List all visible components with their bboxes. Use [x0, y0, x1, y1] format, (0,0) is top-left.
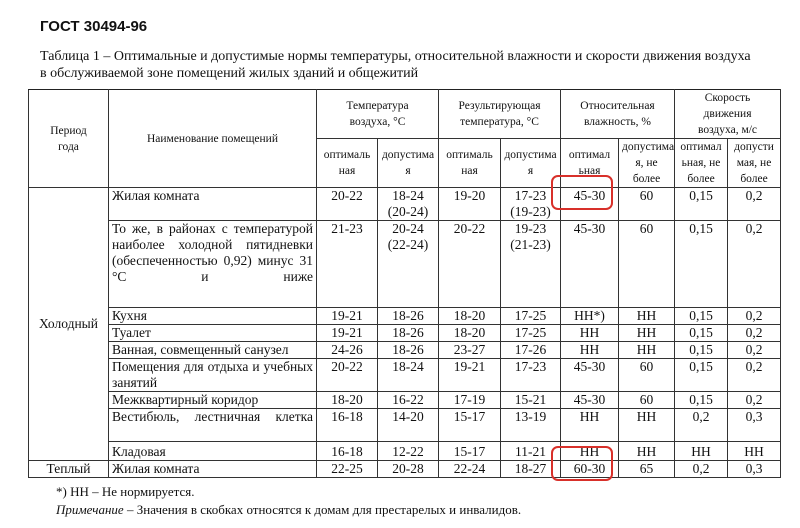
subheader-humidity-optimal: оптимал ьная	[561, 139, 619, 188]
cell-air-allowed: 18-26	[378, 325, 439, 342]
room-name: Вестибюль, лестничная клетка	[109, 409, 317, 442]
table-row	[29, 308, 781, 325]
cell-speed-optimal: 0,15	[675, 325, 728, 342]
header-period: Период года	[29, 90, 109, 188]
cell-air-optimal: 21-23	[317, 221, 378, 308]
cell-air-allowed: 12-22	[378, 442, 439, 461]
cell-air-allowed: 16-22	[378, 392, 439, 409]
cell-result-optimal: 22-24	[439, 461, 501, 478]
cell-humidity-optimal: 45-30	[561, 221, 619, 308]
cell-speed-optimal: 0,15	[675, 221, 728, 308]
table-row	[29, 342, 781, 359]
subheader-humidity-allowed: допустима я, не более	[619, 139, 675, 188]
cell-speed-allowed: 0,2	[728, 188, 781, 221]
note-text: – Значения в скобках относятся к домам для престарелых и инвалидов.	[123, 502, 522, 517]
cell-air-allowed: 18-26	[378, 342, 439, 359]
room-name: Помещения для отдыха и учебных занятий	[109, 359, 317, 392]
room-name: Жилая комната	[109, 188, 317, 221]
footnote: *) НН – Не нормируется.	[56, 484, 195, 499]
cell-speed-optimal: 0,15	[675, 188, 728, 221]
cell-speed-allowed: 0,3	[728, 409, 781, 442]
cell-air-optimal: 20-22	[317, 188, 378, 221]
cell-result-allowed: 11-21	[501, 442, 561, 461]
cell-speed-allowed: 0,3	[728, 461, 781, 478]
cell-result-optimal: 20-22	[439, 221, 501, 308]
cell-result-allowed: 18-27	[501, 461, 561, 478]
cell-air-optimal: 18-20	[317, 392, 378, 409]
cell-speed-optimal: НН	[675, 442, 728, 461]
cell-humidity-optimal: 45-30	[561, 188, 619, 221]
table-row	[29, 409, 781, 442]
cell-humidity-allowed: НН	[619, 409, 675, 442]
cell-result-allowed: 17-23	[501, 359, 561, 392]
room-name: Туалет	[109, 325, 317, 342]
header-humidity: Относительная влажность, %	[561, 90, 675, 139]
note	[56, 502, 521, 518]
highlight-humidity-cold	[551, 175, 613, 210]
cell-speed-allowed: 0,2	[728, 359, 781, 392]
table-row	[29, 221, 781, 308]
cell-air-optimal: 20-22	[317, 359, 378, 392]
cell-result-allowed: 17-23 (19-23)	[501, 188, 561, 221]
cell-air-allowed: 18-26	[378, 308, 439, 325]
cell-result-allowed: 15-21	[501, 392, 561, 409]
cell-humidity-optimal: 45-30	[561, 392, 619, 409]
room-name: Кладовая	[109, 442, 317, 461]
document-title: ГОСТ 30494-96	[40, 18, 148, 35]
note-label: Примечание	[56, 502, 124, 517]
table-row	[29, 325, 781, 342]
period-cold: Холодный	[29, 188, 109, 461]
cell-air-optimal: 19-21	[317, 308, 378, 325]
cell-humidity-optimal: 60-30	[561, 461, 619, 478]
table-row	[29, 442, 781, 461]
cell-result-optimal: 23-27	[439, 342, 501, 359]
header-air-speed: Скорость движения воздуха, м/с	[675, 90, 781, 139]
cell-result-allowed: 17-26	[501, 342, 561, 359]
cell-air-allowed: 20-28	[378, 461, 439, 478]
cell-humidity-allowed: 60	[619, 221, 675, 308]
cell-air-allowed: 18-24	[378, 359, 439, 392]
subheader-speed-optimal: оптимал ьная, не более	[675, 139, 728, 188]
table-row	[29, 359, 781, 392]
cell-humidity-allowed: НН	[619, 442, 675, 461]
cell-air-optimal: 24-26	[317, 342, 378, 359]
cell-result-optimal: 18-20	[439, 325, 501, 342]
subheader-result-optimal: оптималь ная	[439, 139, 501, 188]
cell-air-allowed: 14-20	[378, 409, 439, 442]
cell-humidity-optimal: 45-30	[561, 359, 619, 392]
cell-air-optimal: 16-18	[317, 409, 378, 442]
cell-result-optimal: 15-17	[439, 442, 501, 461]
cell-speed-allowed: НН	[728, 442, 781, 461]
table-row	[29, 461, 781, 478]
cell-speed-allowed: 0,2	[728, 308, 781, 325]
room-name: Ванная, совмещенный санузел	[109, 342, 317, 359]
cell-humidity-allowed: 60	[619, 392, 675, 409]
cell-result-optimal: 15-17	[439, 409, 501, 442]
room-name: Жилая комната	[109, 461, 317, 478]
cell-speed-allowed: 0,2	[728, 392, 781, 409]
cell-humidity-allowed: НН	[619, 325, 675, 342]
cell-result-allowed: 19-23 (21-23)	[501, 221, 561, 308]
cell-speed-optimal: 0,15	[675, 308, 728, 325]
highlight-humidity-warm	[551, 446, 613, 481]
cell-result-allowed: 17-25	[501, 325, 561, 342]
cell-speed-allowed: 0,2	[728, 342, 781, 359]
cell-speed-optimal: 0,2	[675, 461, 728, 478]
cell-result-allowed: 17-25	[501, 308, 561, 325]
caption-line-2: в обслуживаемой зоне помещений жилых зданий и общежитий	[40, 66, 419, 81]
cell-speed-optimal: 0,15	[675, 342, 728, 359]
cell-humidity-optimal: НН	[561, 409, 619, 442]
cell-humidity-allowed: 65	[619, 461, 675, 478]
cell-result-allowed: 13-19	[501, 409, 561, 442]
cell-result-optimal: 19-21	[439, 359, 501, 392]
cell-air-optimal: 22-25	[317, 461, 378, 478]
header-result-temp: Результирующая температура, °С	[439, 90, 561, 139]
cell-humidity-allowed: 60	[619, 359, 675, 392]
cell-speed-optimal: 0,2	[675, 409, 728, 442]
room-name: То же, в районах с температурой наиболее холодной пятидневки (обеспеченностью 0,92) минус 31 °С и ниже	[109, 221, 317, 308]
cell-result-optimal: 19-20	[439, 188, 501, 221]
cell-humidity-optimal: НН	[561, 325, 619, 342]
caption-line-1: Таблица 1 – Оптимальные и допустимые нормы температуры, относительной влажности и скорости движения воздуха	[40, 49, 751, 64]
cell-air-allowed: 20-24 (22-24)	[378, 221, 439, 308]
table-row	[29, 392, 781, 409]
norms-table	[28, 89, 781, 478]
cell-humidity-allowed: НН	[619, 342, 675, 359]
cell-humidity-optimal: НН*)	[561, 308, 619, 325]
cell-humidity-optimal: НН	[561, 342, 619, 359]
cell-result-optimal: 18-20	[439, 308, 501, 325]
cell-speed-optimal: 0,15	[675, 392, 728, 409]
cell-speed-allowed: 0,2	[728, 221, 781, 308]
period-warm: Теплый	[29, 461, 109, 478]
table-caption	[40, 48, 790, 82]
subheader-air-optimal: оптималь ная	[317, 139, 378, 188]
cell-result-optimal: 17-19	[439, 392, 501, 409]
cell-humidity-optimal: НН	[561, 442, 619, 461]
cell-air-allowed: 18-24 (20-24)	[378, 188, 439, 221]
cell-air-optimal: 19-21	[317, 325, 378, 342]
subheader-speed-allowed: допусти мая, не более	[728, 139, 781, 188]
subheader-result-allowed: допустима я	[501, 139, 561, 188]
cell-speed-optimal: 0,15	[675, 359, 728, 392]
cell-humidity-allowed: 60	[619, 188, 675, 221]
header-air-temp: Температура воздуха, °С	[317, 90, 439, 139]
table-row	[29, 188, 781, 221]
header-room: Наименование помещений	[109, 90, 317, 188]
cell-humidity-allowed: НН	[619, 308, 675, 325]
room-name: Межквартирный коридор	[109, 392, 317, 409]
subheader-air-allowed: допустима я	[378, 139, 439, 188]
cell-air-optimal: 16-18	[317, 442, 378, 461]
room-name: Кухня	[109, 308, 317, 325]
cell-speed-allowed: 0,2	[728, 325, 781, 342]
